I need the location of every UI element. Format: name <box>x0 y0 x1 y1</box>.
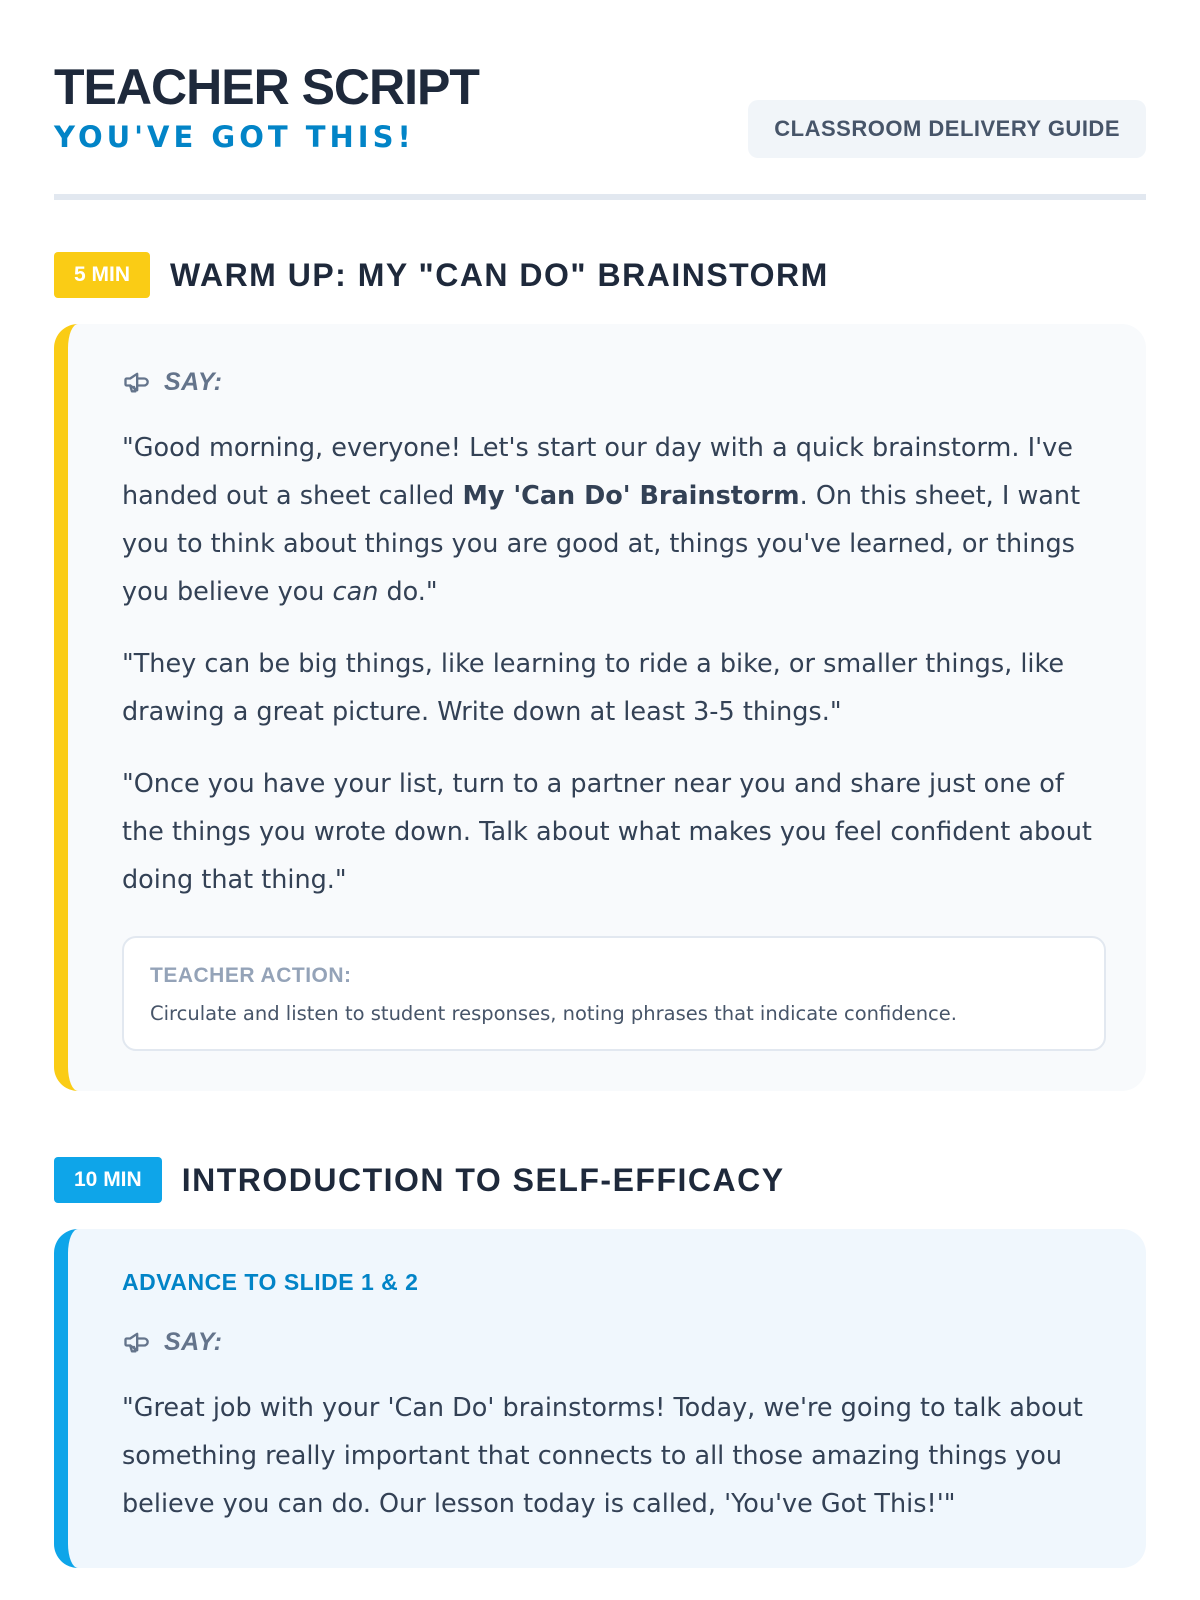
script-paragraph: "Great job with your 'Can Do' brainstorms! Today, we're going to talk about something really important that connects to all those amazing things you believe you can do. Our lesson today is called, 'You've Got This!'" <box>122 1393 1083 1519</box>
teacher-action-text: Circulate and listen to student responses, noting phrases that indicate confidence. <box>150 1002 957 1025</box>
text-run: do." <box>378 577 438 607</box>
teacher-action-label: TEACHER ACTION: <box>150 964 352 987</box>
megaphone-icon <box>122 1328 150 1356</box>
section-title: INTRODUCTION TO SELF-EFFICACY <box>181 1161 785 1198</box>
time-badge: 10 MIN <box>54 1157 162 1203</box>
section-title: WARM UP: MY "CAN DO" BRAINSTORM <box>170 256 829 293</box>
script-paragraph <box>122 424 1106 616</box>
emphasis-text: can <box>332 577 379 607</box>
text-run: . On this sheet, I want you to think about things you are good at, things you've learned, or things you believe you <box>122 481 1081 607</box>
time-badge: 5 MIN <box>54 252 150 298</box>
page-title: TEACHER SCRIPT <box>54 59 479 115</box>
megaphone-icon <box>122 368 150 396</box>
worksheet-name: My 'Can Do' Brainstorm <box>462 481 800 511</box>
script-paragraph: "They can be big things, like learning to ride a bike, or smaller things, like drawing a great picture. Write down at least 3-5 things." <box>122 649 1065 727</box>
page-subtitle: YOU'VE GOT THIS! <box>54 120 415 154</box>
text-run: "Good morning, everyone! Let's start our day with a quick brainstorm. I've handed out a sheet called <box>122 433 1073 511</box>
say-row <box>122 354 1106 410</box>
section-header-warm-up <box>54 252 1146 298</box>
say-label: SAY: <box>164 367 223 396</box>
say-label: SAY: <box>164 1327 223 1356</box>
guide-badge: CLASSROOM DELIVERY GUIDE <box>748 100 1146 158</box>
section-header-introduction <box>54 1157 1146 1203</box>
teacher-action-box <box>122 936 1106 1051</box>
slide-cue: ADVANCE TO SLIDE 1 & 2 <box>122 1269 419 1295</box>
page-header <box>54 56 1146 200</box>
script-card-introduction <box>54 1229 1146 1568</box>
script-paragraph: "Once you have your list, turn to a partner near you and share just one of the things you wrote down. Talk about what makes you feel confident about doing that thing." <box>122 769 1092 895</box>
say-row <box>122 1314 1106 1370</box>
script-card-warm-up <box>54 324 1146 1091</box>
